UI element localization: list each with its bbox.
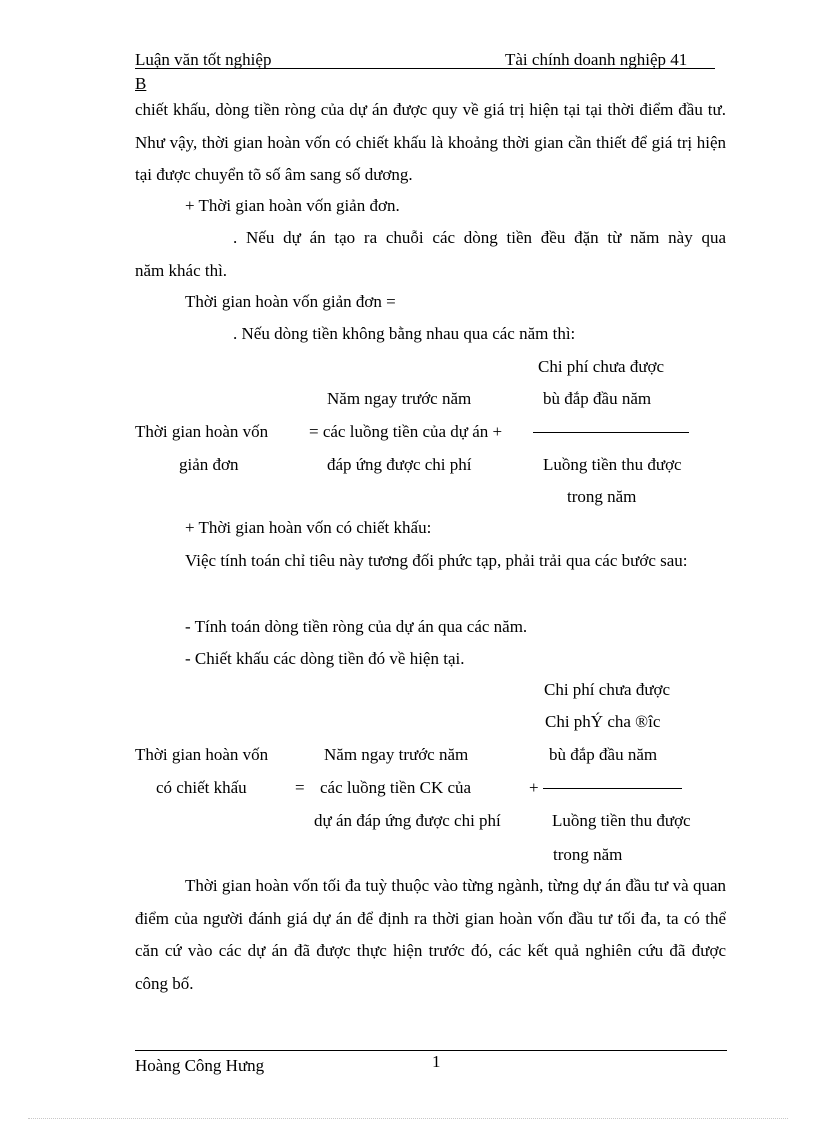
- header-left-title: Luận văn tốt nghiệp: [135, 50, 272, 69]
- formula1-lhs-line2: giản đơn: [179, 455, 239, 474]
- formula2-numerator-line2: bù đắp đầu năm: [549, 745, 658, 764]
- formula2-lhs-line2: có chiết khấu: [156, 778, 247, 797]
- formula2-plus: +: [529, 778, 539, 797]
- formula1-denominator-line2: trong năm: [567, 487, 637, 506]
- formula2-numerator-garbled: Chi phÝ cha ®îc: [545, 712, 661, 731]
- header-rule: [135, 68, 715, 69]
- footer-page-number: 1: [432, 1052, 441, 1071]
- paragraph-discounted-steps: Việc tính toán chỉ tiêu này tương đối phức tạp, phải trải qua các bước sau:: [185, 551, 688, 570]
- formula1-middle-line1: Năm ngay trước năm: [327, 389, 472, 408]
- formula2-lhs-line1: Thời gian hoàn vốn: [135, 745, 269, 764]
- header-right-title: Tài chính doanh nghiệp 41: [505, 50, 688, 69]
- footer-author: Hoàng Công Hưng: [135, 1056, 265, 1075]
- paragraph-discounted-intro: chiết khấu, dòng tiền ròng của dự án được quy về giá trị hiện tại tại thời điểm đầu tư. Như vậy, thời gian hoàn vốn có chiết khấu là khoảng thời gian cần thiết để giá trị hiện tại được chuyển tõ số âm sang số dương.: [135, 100, 726, 185]
- simple-payback-formula-label: Thời gian hoàn vốn giản đơn =: [185, 292, 396, 311]
- formula2-middle-line1: Năm ngay trước năm: [324, 745, 469, 764]
- formula1-equation: = các luồng tiền của dự án +: [309, 422, 503, 441]
- formula2-fraction-bar: [543, 788, 682, 789]
- footer-rule: [135, 1050, 727, 1051]
- formula1-fraction-bar: [533, 432, 689, 433]
- step-compute-cashflow: - Tính toán dòng tiền ròng của dự án qua các năm.: [185, 617, 528, 636]
- formula2-middle-line2: các luồng tiền CK của: [320, 778, 472, 797]
- heading-discounted-payback: + Thời gian hoàn vốn có chiết khấu:: [185, 518, 432, 537]
- formula2-middle-line3: dự án đáp ứng được chi phí: [314, 811, 501, 830]
- formula2-numerator-line1: Chi phí chưa được: [544, 680, 671, 699]
- formula1-lhs-line1: Thời gian hoàn vốn: [135, 422, 269, 441]
- formula2-denominator-line2: trong năm: [553, 845, 623, 864]
- formula1-numerator-line1: Chi phí chưa được: [538, 357, 665, 376]
- paragraph-even-cashflow-line1: . Nếu dự án tạo ra chuỗi các dòng tiền đều đặn từ năm này qua: [233, 228, 726, 247]
- formula2-equals: =: [295, 778, 305, 797]
- header-continuation: B: [135, 74, 147, 93]
- paragraph-uneven-cashflow: . Nếu dòng tiền không bằng nhau qua các năm thì:: [233, 324, 576, 343]
- formula1-middle-line3: đáp ứng được chi phí: [327, 455, 472, 474]
- heading-simple-payback: + Thời gian hoàn vốn giản đơn.: [185, 196, 400, 215]
- paragraph-even-cashflow-line2: năm khác thì.: [135, 261, 228, 280]
- formula1-numerator-line2: bù đắp đầu năm: [543, 389, 652, 408]
- formula1-denominator-line1: Luồng tiền thu được: [543, 455, 682, 474]
- step-discount-cashflow: - Chiết khấu các dòng tiền đó về hiện tại.: [185, 649, 465, 668]
- page-edge-dots: [28, 1118, 788, 1119]
- formula2-denominator-line1: Luồng tiền thu được: [552, 811, 691, 830]
- paragraph-max-payback: Thời gian hoàn vốn tối đa tuỳ thuộc vào từng ngành, từng dự án đầu tư và quan điểm của người đánh giá dự án để định ra thời gian hoàn vốn đầu tư tối đa, ta có thể căn cứ vào các dự án đã được thực hiện trước đó, các kết quả nghiên cứu đã được công bố.: [135, 876, 726, 993]
